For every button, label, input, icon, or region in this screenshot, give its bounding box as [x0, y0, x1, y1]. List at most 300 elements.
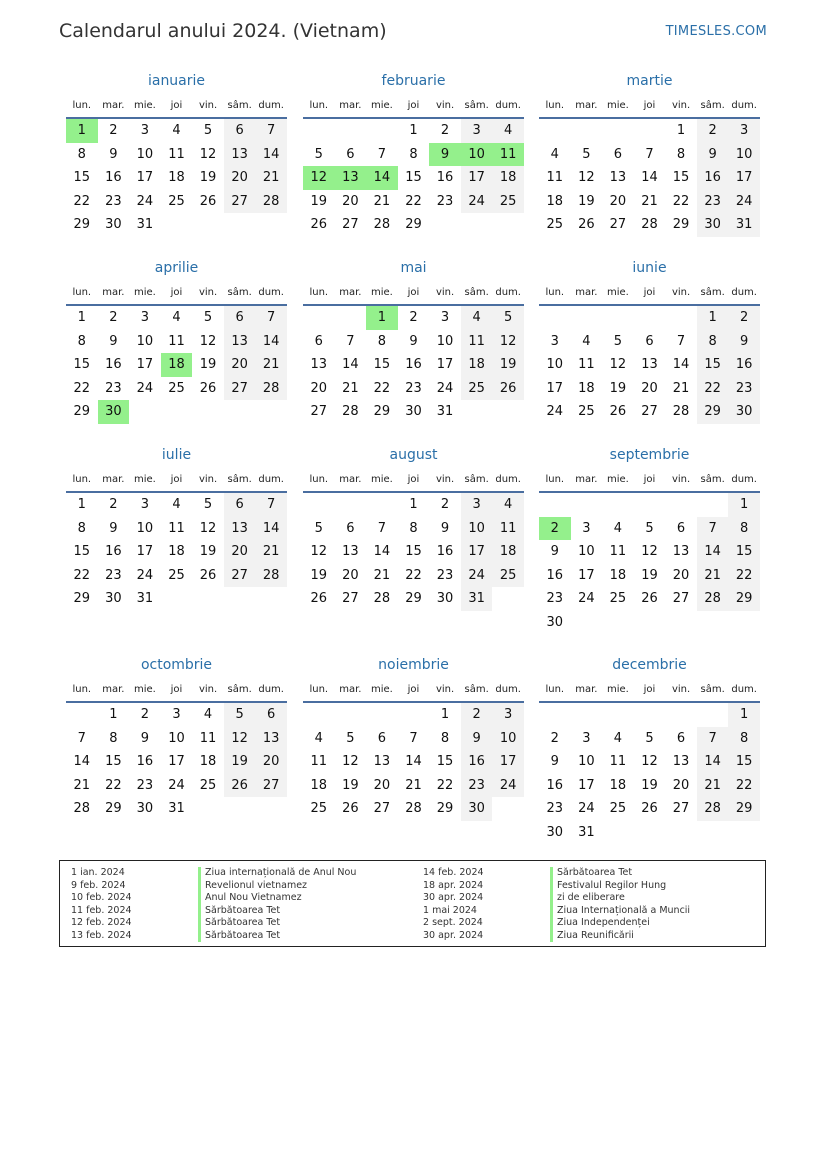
day-cell: 20: [255, 750, 287, 774]
day-cell: 6: [224, 493, 256, 517]
weekday-header: dum.: [731, 100, 757, 111]
day-cell: 13: [609, 170, 627, 186]
day-cell: 30: [436, 591, 454, 607]
day-cell: 10: [136, 333, 154, 349]
day-cell: 13: [672, 544, 690, 560]
day-cell: 20: [342, 567, 359, 583]
legend-date: 18 apr. 2024: [423, 879, 484, 891]
day-cell: 20: [609, 193, 627, 209]
day-cell: 1: [366, 306, 398, 330]
legend-date: 1 mai 2024: [423, 904, 477, 916]
weekday-header: joi: [643, 474, 656, 485]
weekday-header: mar.: [339, 100, 362, 111]
day-cell: 26: [641, 801, 658, 817]
day-cell: 26: [492, 377, 524, 401]
day-cell: 25: [546, 217, 564, 233]
day-cell: 3: [582, 520, 591, 536]
day-cell: 21: [73, 777, 91, 793]
day-cell: 19: [310, 567, 328, 583]
weekday-header: dum.: [495, 684, 521, 695]
weekday-header: mar.: [102, 474, 125, 485]
day-cell: 3: [140, 497, 150, 512]
weekday-header: mar.: [575, 474, 598, 485]
weekday-header: lun.: [545, 287, 565, 298]
day-cell: 1: [77, 497, 86, 512]
weekday-header: dum.: [258, 474, 284, 485]
day-cell: 4: [461, 306, 493, 330]
month-name: iulie: [161, 447, 192, 463]
day-cell: 25: [461, 377, 493, 401]
weekday-header: dum.: [495, 287, 521, 298]
day-cell: 20: [373, 777, 391, 793]
day-cell: 21: [255, 353, 287, 377]
legend-date: 12 feb. 2024: [71, 917, 132, 928]
day-cell: 19: [199, 544, 217, 560]
day-cell: 19: [641, 777, 658, 793]
day-cell: 22: [436, 777, 454, 793]
day-cell: 11: [168, 146, 185, 162]
day-cell: 17: [136, 357, 154, 373]
day-cell: 11: [461, 330, 493, 354]
day-cell: 24: [461, 564, 493, 588]
day-cell: 19: [342, 777, 359, 793]
day-cell: 13: [335, 166, 367, 190]
day-cell: 8: [77, 146, 86, 162]
day-cell: 29: [436, 801, 454, 817]
day-cell: 23: [546, 591, 564, 607]
day-cell: 16: [105, 544, 122, 560]
weekday-header: vin.: [198, 684, 218, 695]
day-cell: 4: [582, 333, 591, 349]
day-cell: 16: [461, 750, 493, 774]
day-cell: 26: [609, 404, 627, 420]
weekday-header: sâm.: [227, 474, 252, 485]
day-cell: 25: [168, 567, 185, 583]
day-cell: 15: [405, 170, 422, 186]
day-cell: 7: [77, 730, 86, 746]
day-cell: 13: [255, 727, 287, 751]
day-cell: 12: [303, 166, 335, 190]
day-cell: 12: [342, 754, 359, 770]
day-cell: 9: [461, 727, 493, 751]
day-cell: 17: [136, 544, 154, 560]
weekday-header: joi: [407, 474, 420, 485]
day-cell: 28: [697, 797, 729, 821]
weekday-header: vin.: [671, 100, 691, 111]
day-cell: 11: [168, 333, 185, 349]
day-cell: 31: [728, 213, 760, 237]
day-cell: 23: [461, 774, 493, 798]
month-name: ianuarie: [147, 73, 206, 89]
weekday-header: lun.: [72, 287, 92, 298]
day-cell: 21: [697, 774, 729, 798]
day-cell: 3: [461, 119, 493, 143]
weekday-header: dum.: [495, 100, 521, 111]
day-cell: 12: [641, 544, 658, 560]
weekday-header: sâm.: [464, 287, 489, 298]
day-cell: 4: [613, 520, 623, 536]
weekday-header: sâm.: [227, 100, 252, 111]
day-cell: 5: [203, 310, 213, 325]
day-cell: 15: [73, 544, 91, 560]
day-cell: 21: [255, 166, 287, 190]
weekday-header: lun.: [545, 474, 565, 485]
day-cell: 9: [550, 544, 559, 560]
day-cell: 17: [461, 540, 493, 564]
holiday-legend: [59, 860, 766, 947]
weekday-header: joi: [643, 100, 656, 111]
day-cell: 16: [105, 170, 122, 186]
day-cell: 4: [492, 493, 524, 517]
weekday-header: mie.: [606, 287, 629, 298]
day-cell: 7: [377, 520, 387, 536]
day-cell: 7: [255, 119, 287, 143]
day-cell: 18: [168, 170, 185, 186]
day-cell: 24: [728, 190, 760, 214]
day-cell: 2: [440, 123, 450, 138]
weekday-header: lun.: [545, 684, 565, 695]
day-cell: 31: [436, 404, 454, 420]
day-cell: 16: [105, 357, 122, 373]
day-cell: 2: [539, 517, 571, 541]
day-cell: 12: [641, 754, 658, 770]
day-cell: 8: [409, 146, 418, 162]
day-cell: 3: [728, 119, 760, 143]
day-cell: 10: [436, 333, 454, 349]
month-name: iunie: [632, 260, 667, 276]
weekday-header: vin.: [671, 684, 691, 695]
day-cell: 4: [613, 730, 623, 746]
weekday-header: vin.: [198, 100, 218, 111]
day-cell: 18: [461, 353, 493, 377]
day-cell: 27: [641, 404, 658, 420]
day-cell: 12: [199, 333, 217, 349]
day-cell: 6: [224, 119, 256, 143]
weekday-header: vin.: [435, 287, 455, 298]
day-cell: 4: [314, 730, 323, 746]
weekday-header: mar.: [102, 287, 125, 298]
day-cell: 23: [105, 193, 122, 209]
day-cell: 10: [168, 730, 185, 746]
day-cell: 17: [578, 777, 595, 793]
day-cell: 1: [66, 119, 98, 143]
day-cell: 14: [366, 166, 398, 190]
weekday-header: lun.: [309, 287, 329, 298]
day-cell: 16: [728, 353, 760, 377]
day-cell: 30: [105, 217, 122, 233]
month-name: septembrie: [609, 447, 690, 463]
day-cell: 4: [203, 707, 213, 722]
day-cell: 2: [440, 497, 450, 512]
day-cell: 27: [224, 190, 256, 214]
day-cell: 15: [436, 754, 454, 770]
day-cell: 31: [136, 591, 154, 607]
day-cell: 28: [342, 404, 359, 420]
day-cell: 12: [578, 170, 595, 186]
day-cell: 27: [310, 404, 328, 420]
day-cell: 31: [136, 217, 154, 233]
day-cell: 14: [255, 517, 287, 541]
day-cell: 10: [492, 727, 524, 751]
header-divider: [539, 701, 760, 703]
month-name: august: [389, 447, 438, 463]
day-cell: 21: [342, 380, 359, 396]
day-cell: 28: [373, 217, 391, 233]
day-cell: 28: [255, 377, 287, 401]
day-cell: 21: [672, 380, 690, 396]
day-cell: 22: [73, 380, 91, 396]
day-cell: 29: [373, 404, 391, 420]
day-cell: 13: [224, 143, 256, 167]
day-cell: 10: [578, 544, 595, 560]
day-cell: 20: [342, 193, 359, 209]
legend-holiday-name: Sărbătoarea Tet: [198, 930, 356, 943]
legend-date: 10 feb. 2024: [71, 892, 132, 903]
day-cell: 2: [109, 123, 118, 138]
day-cell: 19: [199, 357, 217, 373]
day-cell: 10: [136, 146, 154, 162]
day-cell: 19: [492, 353, 524, 377]
day-cell: 5: [346, 730, 355, 746]
day-cell: 18: [492, 540, 524, 564]
day-cell: 19: [609, 380, 627, 396]
month-name: octombrie: [140, 657, 213, 673]
day-cell: 6: [676, 520, 686, 536]
day-cell: 30: [546, 615, 564, 630]
day-cell: 17: [136, 170, 154, 186]
day-cell: 9: [109, 146, 118, 162]
day-cell: 17: [546, 380, 564, 396]
day-cell: 26: [199, 380, 217, 396]
day-cell: 14: [255, 330, 287, 354]
day-cell: 18: [609, 567, 627, 583]
weekday-header: vin.: [435, 684, 455, 695]
day-cell: 10: [578, 754, 595, 770]
weekday-header: sâm.: [700, 684, 725, 695]
day-cell: 29: [405, 217, 422, 233]
day-cell: 5: [582, 146, 591, 162]
day-cell: 16: [405, 357, 422, 373]
day-cell: 14: [373, 544, 391, 560]
day-cell: 18: [161, 353, 193, 377]
legend-left-dates: [71, 867, 132, 942]
day-cell: 23: [105, 380, 122, 396]
day-cell: 17: [436, 357, 454, 373]
day-cell: 25: [492, 190, 524, 214]
weekday-header: vin.: [671, 474, 691, 485]
day-cell: 5: [224, 703, 256, 727]
day-cell: 15: [672, 170, 690, 186]
day-cell: 24: [168, 777, 185, 793]
day-cell: 5: [645, 730, 654, 746]
day-cell: 25: [310, 801, 328, 817]
day-cell: 8: [409, 520, 418, 536]
day-cell: 27: [255, 774, 287, 798]
weekday-header: mie.: [606, 474, 629, 485]
weekday-header: lun.: [545, 100, 565, 111]
day-cell: 18: [168, 544, 185, 560]
day-cell: 18: [310, 777, 328, 793]
day-cell: 25: [609, 801, 627, 817]
day-cell: 28: [73, 801, 91, 817]
day-cell: 24: [136, 193, 154, 209]
day-cell: 10: [728, 143, 760, 167]
day-cell: 1: [77, 310, 86, 325]
day-cell: 28: [255, 190, 287, 214]
weekday-header: dum.: [258, 100, 284, 111]
weekday-header: mie.: [606, 100, 629, 111]
day-cell: 28: [641, 217, 658, 233]
day-cell: 7: [697, 517, 729, 541]
weekday-header: mie.: [606, 684, 629, 695]
legend-holiday-name: Anul Nou Vietnamez: [198, 892, 356, 905]
day-cell: 2: [461, 703, 493, 727]
weekday-header: sâm.: [700, 474, 725, 485]
day-cell: 26: [199, 567, 217, 583]
weekday-header: joi: [407, 684, 420, 695]
day-cell: 5: [314, 146, 323, 162]
day-cell: 23: [405, 380, 422, 396]
weekday-header: mie.: [370, 100, 393, 111]
day-cell: 16: [136, 754, 154, 770]
weekday-header: lun.: [72, 684, 92, 695]
day-cell: 3: [492, 703, 524, 727]
day-cell: 26: [342, 801, 359, 817]
day-cell: 8: [109, 730, 118, 746]
day-cell: 22: [672, 193, 690, 209]
brand-link[interactable]: TIMESLES.COM: [665, 24, 767, 39]
day-cell: 5: [203, 123, 213, 138]
day-cell: 4: [550, 146, 559, 162]
day-cell: 18: [578, 380, 595, 396]
day-cell: 8: [728, 727, 760, 751]
legend-date: 1 ian. 2024: [71, 867, 125, 878]
day-cell: 15: [697, 353, 729, 377]
day-cell: 17: [728, 166, 760, 190]
day-cell: 3: [440, 310, 450, 325]
weekday-header: sâm.: [700, 287, 725, 298]
day-cell: 4: [172, 497, 181, 512]
day-cell: 7: [676, 333, 686, 349]
month-name: martie: [626, 73, 673, 89]
weekday-header: sâm.: [700, 100, 725, 111]
day-cell: 2: [550, 730, 559, 746]
day-cell: 11: [492, 517, 524, 541]
weekday-header: sâm.: [227, 287, 252, 298]
day-cell: 27: [342, 217, 359, 233]
day-cell: 30: [136, 801, 154, 817]
day-cell: 31: [461, 587, 493, 611]
day-cell: 27: [672, 591, 690, 607]
weekday-header: mie.: [133, 100, 156, 111]
day-cell: 30: [728, 400, 760, 424]
day-cell: 11: [578, 357, 595, 373]
weekday-header: dum.: [731, 684, 757, 695]
day-cell: 23: [697, 190, 729, 214]
weekday-header: mie.: [370, 474, 393, 485]
day-cell: 12: [492, 330, 524, 354]
day-cell: 27: [342, 591, 359, 607]
day-cell: 23: [436, 193, 454, 209]
day-cell: 20: [672, 777, 690, 793]
day-cell: 7: [377, 146, 387, 162]
day-cell: 1: [409, 497, 418, 512]
day-cell: 12: [224, 727, 256, 751]
day-cell: 22: [405, 567, 422, 583]
day-cell: 20: [310, 380, 328, 396]
day-cell: 7: [409, 730, 418, 746]
day-cell: 15: [105, 754, 122, 770]
day-cell: 6: [255, 703, 287, 727]
day-cell: 1: [109, 707, 118, 722]
day-cell: 21: [641, 193, 658, 209]
day-cell: 11: [492, 143, 524, 167]
day-cell: 28: [672, 404, 690, 420]
day-cell: 30: [697, 213, 729, 237]
weekday-header: mie.: [370, 287, 393, 298]
weekday-header: vin.: [435, 100, 455, 111]
day-cell: 31: [578, 825, 595, 840]
day-cell: 7: [255, 493, 287, 517]
day-cell: 21: [697, 564, 729, 588]
day-cell: 10: [546, 357, 564, 373]
day-cell: 27: [609, 217, 627, 233]
month-name: februarie: [381, 73, 446, 89]
legend-right-dates: [423, 867, 484, 942]
legend-holiday-name: Festivalul Regilor Hung: [550, 880, 690, 893]
day-cell: 26: [310, 591, 328, 607]
day-cell: 13: [342, 544, 359, 560]
day-cell: 3: [582, 730, 591, 746]
weekday-header: mie.: [133, 684, 156, 695]
day-cell: 30: [405, 404, 422, 420]
day-cell: 14: [641, 170, 658, 186]
weekday-header: joi: [407, 287, 420, 298]
weekday-header: mie.: [133, 474, 156, 485]
day-cell: 22: [728, 564, 760, 588]
day-cell: 13: [672, 754, 690, 770]
weekday-header: mie.: [370, 684, 393, 695]
weekday-header: joi: [643, 287, 656, 298]
day-cell: 29: [728, 587, 760, 611]
day-cell: 12: [310, 544, 328, 560]
legend-holiday-name: Sărbătoarea Tet: [198, 905, 356, 918]
day-cell: 9: [550, 754, 559, 770]
day-cell: 24: [461, 190, 493, 214]
day-cell: 31: [168, 801, 185, 817]
day-cell: 16: [436, 170, 454, 186]
day-cell: 25: [578, 404, 595, 420]
day-cell: 18: [199, 754, 217, 770]
weekday-header: joi: [407, 100, 420, 111]
day-cell: 8: [77, 333, 86, 349]
day-cell: 10: [136, 520, 154, 536]
weekday-header: lun.: [72, 100, 92, 111]
day-cell: 14: [697, 540, 729, 564]
day-cell: 30: [98, 400, 130, 424]
day-cell: 6: [377, 730, 387, 746]
day-cell: 29: [73, 404, 91, 420]
day-cell: 7: [346, 333, 355, 349]
day-cell: 24: [436, 380, 454, 396]
legend-holiday-name: Revelionul vietnamez: [198, 880, 356, 893]
day-cell: 22: [405, 193, 422, 209]
day-cell: 27: [373, 801, 391, 817]
day-cell: 28: [373, 591, 391, 607]
day-cell: 22: [73, 193, 91, 209]
day-cell: 5: [613, 333, 623, 349]
day-cell: 17: [578, 567, 595, 583]
